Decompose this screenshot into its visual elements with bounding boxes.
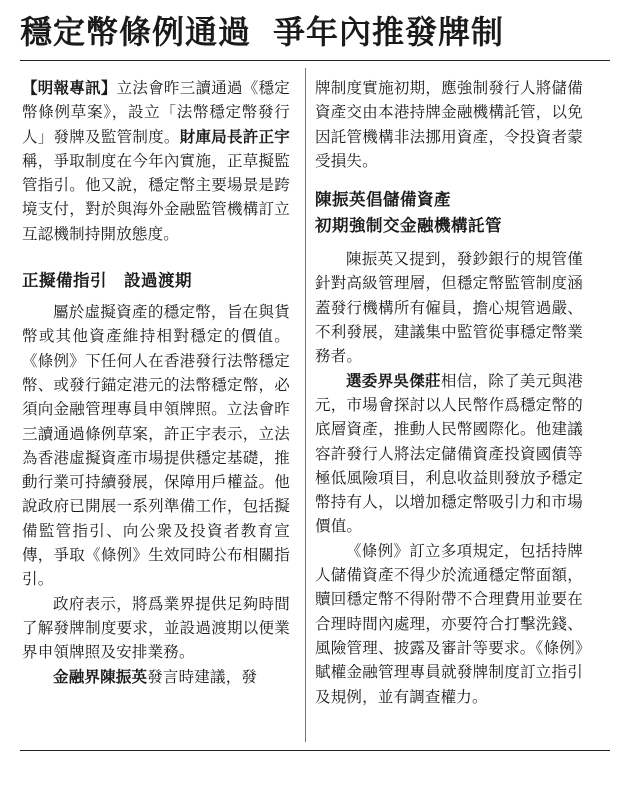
- subheading-guidelines: 正擬備指引 設過渡期: [22, 271, 192, 291]
- right-column: [315, 76, 583, 709]
- paragraph-4-start: [22, 665, 290, 689]
- paragraph-7: 《條例》訂立多項規定，包括持牌人儲備資產不得少於流通穩定幣面額，贖回穩定幣不得附帶不合理費用並要在合理時間內處理，亦要符合打擊洗錢、風險管理、披露及審計等要求。《條例》賦權金融管理專員就發牌制度訂立指引及規例，並有調查權力。: [315, 541, 583, 706]
- subheading-reserve-line-1: 陳振英倡儲備資產: [315, 190, 451, 210]
- paragraph-lead: [22, 76, 290, 246]
- paragraph-4-continued: 牌制度實施初期，應強制發行人將儲備資產交由本港持牌金融機構託管，以免因託管機構非法挪用資產，令投資者蒙受損失。: [315, 79, 583, 170]
- column-divider: [305, 68, 306, 742]
- lead-text-b: 稱，爭取制度在今年內實施，正草擬監管指引。他又說，穩定幣主要場景是跨境支付，對於與海外金融監管機構訂立互認機制持開放態度。: [22, 151, 290, 243]
- paragraph-4-text-a: 發言時建議，發: [147, 667, 258, 686]
- paragraph-3: 政府表示，將爲業界提供足夠時間了解發牌制度要求，並設過渡期以便業界申領牌照及安排業務。: [22, 594, 290, 662]
- bottom-rule: [20, 750, 610, 751]
- person-name: 金融界陳振英: [53, 667, 148, 686]
- paragraph-2: 屬於虛擬資產的穩定幣，旨在與貨幣或其他資產維持相對穩定的價值。《條例》下任何人在香港發行法幣穩定幣、或發行錨定港元的法幣穩定幣，必須向金融管理專員申領牌照。立法會昨三讀通過條例草案，許正宇表示，立法為香港虛擬資產市場提供穩定基礎，推動行業可持續發展，保障用戶權益。他說政府已開展一系列準備工作，包括擬備監管指引、向公衆及投資者教育宣傳，爭取《條例》生效同時公布相關指引。: [22, 303, 290, 589]
- person-name: 財庫局長許正宇: [179, 127, 290, 146]
- paragraph-5: 陳振英又提到，發鈔銀行的規管僅針對高級管理層，但穩定幣監管制度涵蓋發行機構所有僱員，擔心規管過嚴、不利發展，建議集中監管從事穩定幣業務者。: [315, 250, 583, 366]
- left-column: [22, 76, 290, 689]
- person-name: 選委界吳傑莊: [346, 371, 441, 390]
- dateline-tag: 【明報專訊】: [22, 79, 117, 97]
- paragraph-6: [315, 369, 583, 539]
- lead-text-a: 立法會昨三讀通過《穩定幣條例草案》，設立「法幣穩定幣發行人」發牌及監管制度。: [22, 79, 291, 146]
- headline: [20, 10, 610, 54]
- headline-part-2: 爭年內推發牌制: [273, 13, 505, 51]
- paragraph-6-text: 相信，除了美元與港元，市場會探討以人民幣作爲穩定幣的底層資產，推動人民幣國際化。他建議容許發行人將法定儲備資產投資國債等極低風險項目，利息收益則發放予穩定幣持有人，以增加穩定幣吸引力和市場價值。: [315, 371, 583, 536]
- subheading-reserve-line-2: 初期強制交金融機構託管: [315, 216, 502, 236]
- top-rule: [20, 60, 610, 61]
- headline-part-1: 穩定幣條例通過: [20, 13, 252, 51]
